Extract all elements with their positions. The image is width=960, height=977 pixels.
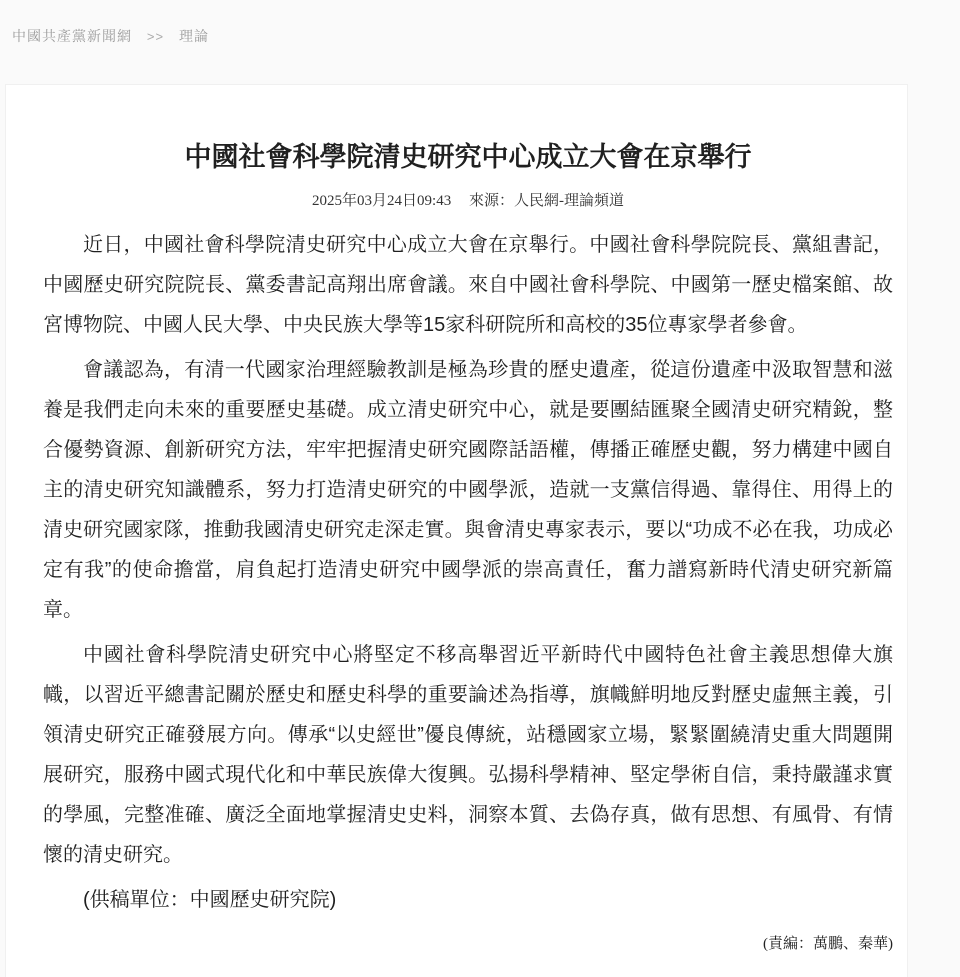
article-body xyxy=(43,225,893,920)
editor-credit: (責編：萬鵬、秦華) xyxy=(763,936,893,952)
article-source-label: 來源： xyxy=(468,193,514,209)
article-contributor-note: (供稿單位：中國歷史研究院) xyxy=(83,889,337,911)
article-date: 2025年03月24日09:43 xyxy=(312,193,452,209)
breadcrumb-section-link[interactable]: 理論 xyxy=(178,28,209,44)
article-paragraph-1: 近日，中國社會科學院清史研究中心成立大會在京舉行。中國社會科學院院長、黨組書記，中國歷史研究院院長、黨委書記高翔出席會議。來自中國社會科學院、中國第一歷史檔案館、故宮博物院、中國人民大學、中央民族大學等15家科研院所和高校的35位專家學者參會。 xyxy=(43,234,893,336)
article-title: 中國社會科學院清史研究中心成立大會在京舉行 xyxy=(184,142,752,172)
article-card xyxy=(5,84,908,977)
article-paragraph-3: 中國社會科學院清史研究中心將堅定不移高舉習近平新時代中國特色社會主義思想偉大旗幟，以習近平總書記關於歷史和歷史科學的重要論述為指導，旗幟鮮明地反對歷史虛無主義，引領清史研究正確發展方向。傳承“以史經世”優良傳統，站穩國家立場，緊緊圍繞清史重大問題開展研究，服務中國式現代化和中華民族偉大復興。弘揚科學精神、堅定學術自信，秉持嚴謹求實的學風，完整准確、廣泛全面地掌握清史史料，洞察本質、去偽存真，做有思想、有風骨、有情懷的清史研究。 xyxy=(43,644,893,866)
article-source-link[interactable] xyxy=(469,193,624,209)
breadcrumb xyxy=(0,0,960,46)
breadcrumb-separator: >> xyxy=(146,29,165,44)
breadcrumb-site-link[interactable]: 中國共產黨新聞網 xyxy=(12,28,132,44)
article-source-name: 人民網-理論頻道 xyxy=(513,193,624,209)
article-paragraph-2: 會議認為，有清一代國家治理經驗教訓是極為珍貴的歷史遺產，從這份遺產中汲取智慧和滋養是我們走向未來的重要歷史基礎。成立清史研究中心，就是要團結匯聚全國清史研究精銳，整合優勢資源、創新研究方法，牢牢把握清史研究國際話語權，傳播正確歷史觀，努力構建中國自主的清史研究知識體系，努力打造清史研究的中國學派，造就一支黨信得過、靠得住、用得上的清史研究國家隊，推動我國清史研究走深走實。與會清史專家表示，要以“功成不必在我，功成必定有我”的使命擔當，肩負起打造清史研究中國學派的崇高責任，奮力譜寫新時代清史研究新篇章。 xyxy=(43,359,893,621)
article-meta xyxy=(43,191,893,211)
